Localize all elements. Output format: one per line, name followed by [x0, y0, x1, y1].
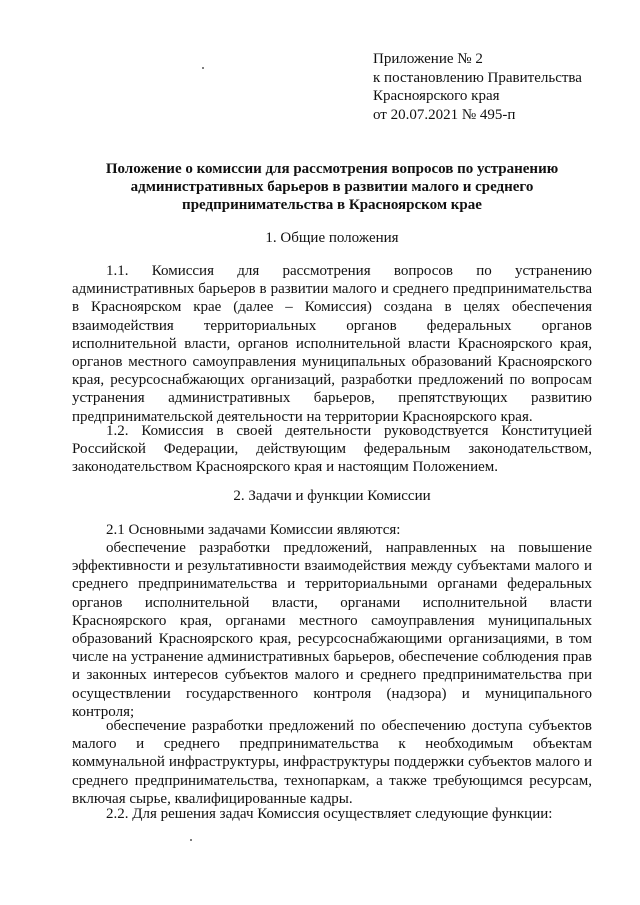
paragraph-1-1: 1.1. Комиссия для рассмотрения вопросов по устранению административных барьеров в развитии малого и среднего предпринимательства в Красноярском крае (далее – Комиссия) создана в целях обеспечения взаимодействия территориальных органов федеральных органов исполнительной власти, органов исполнительной власти Красноярского края, органов местного самоуправления муниципальных образований Красноярского края, ресурсоснабжающих организаций, разработки предложений по вопросам устранения административных барьеров, препятствующих развитию предпринимательской деятельности на территории Красноярского края.: [72, 263, 592, 425]
section-2-heading: 2. Задачи и функции Комиссии: [233, 488, 431, 504]
paragraph-2-1: 2.1 Основными задачами Комиссии являются:: [106, 522, 401, 538]
paragraph-2-1-item-1: обеспечение разработки предложений, направленных на повышение эффективности и результативности взаимодействия между субъектами малого и среднего предпринимательства и территориальными органами федеральных органов исполнительной власти, органами исполнительной власти Красноярского края, органами местного самоуправления муниципальных образований Красноярского края, ресурсоснабжающими организациями, в том числе на устранение административных барьеров, обеспечение соблюдения прав и законных интересов субъектов малого и среднего предпринимательства при осуществлении государственного контроля (надзора) и муниципального контроля;: [72, 540, 592, 720]
appendix-line-4: от 20.07.2021 № 495-п: [373, 106, 516, 123]
appendix-line-2: к постановлению Правительства: [373, 69, 582, 86]
appendix-header: [373, 50, 623, 124]
scan-speck: [190, 839, 192, 841]
appendix-line-3: Красноярского края: [373, 88, 500, 104]
paragraph-2-1-item-2: обеспечение разработки предложений по обеспечению доступа субъектов малого и среднего предпринимательства к необходимым объектам коммунальной инфраструктуры, инфраструктуры поддержки субъектов малого и среднего предпринимательства, технопаркам, а также требующимся ресурсам, включая сырье, квалифицированные кадры.: [72, 718, 592, 807]
paragraph-2-2: 2.2. Для решения задач Комиссия осуществляет следующие функции:: [106, 806, 553, 822]
document-title: Положение о комиссии для рассмотрения вопросов по устранению административных барьеров в развитии малого и среднего предпринимательства в Красноярском крае: [105, 161, 559, 213]
appendix-line-1: Приложение № 2: [373, 51, 483, 67]
paragraph-1-2: 1.2. Комиссия в своей деятельности руководствуется Конституцией Российской Федерации, действующим федеральным законодательством, законодательством Красноярского края и настоящим Положением.: [72, 423, 592, 476]
section-1-heading: 1. Общие положения: [265, 230, 399, 246]
scan-speck: [202, 67, 204, 69]
